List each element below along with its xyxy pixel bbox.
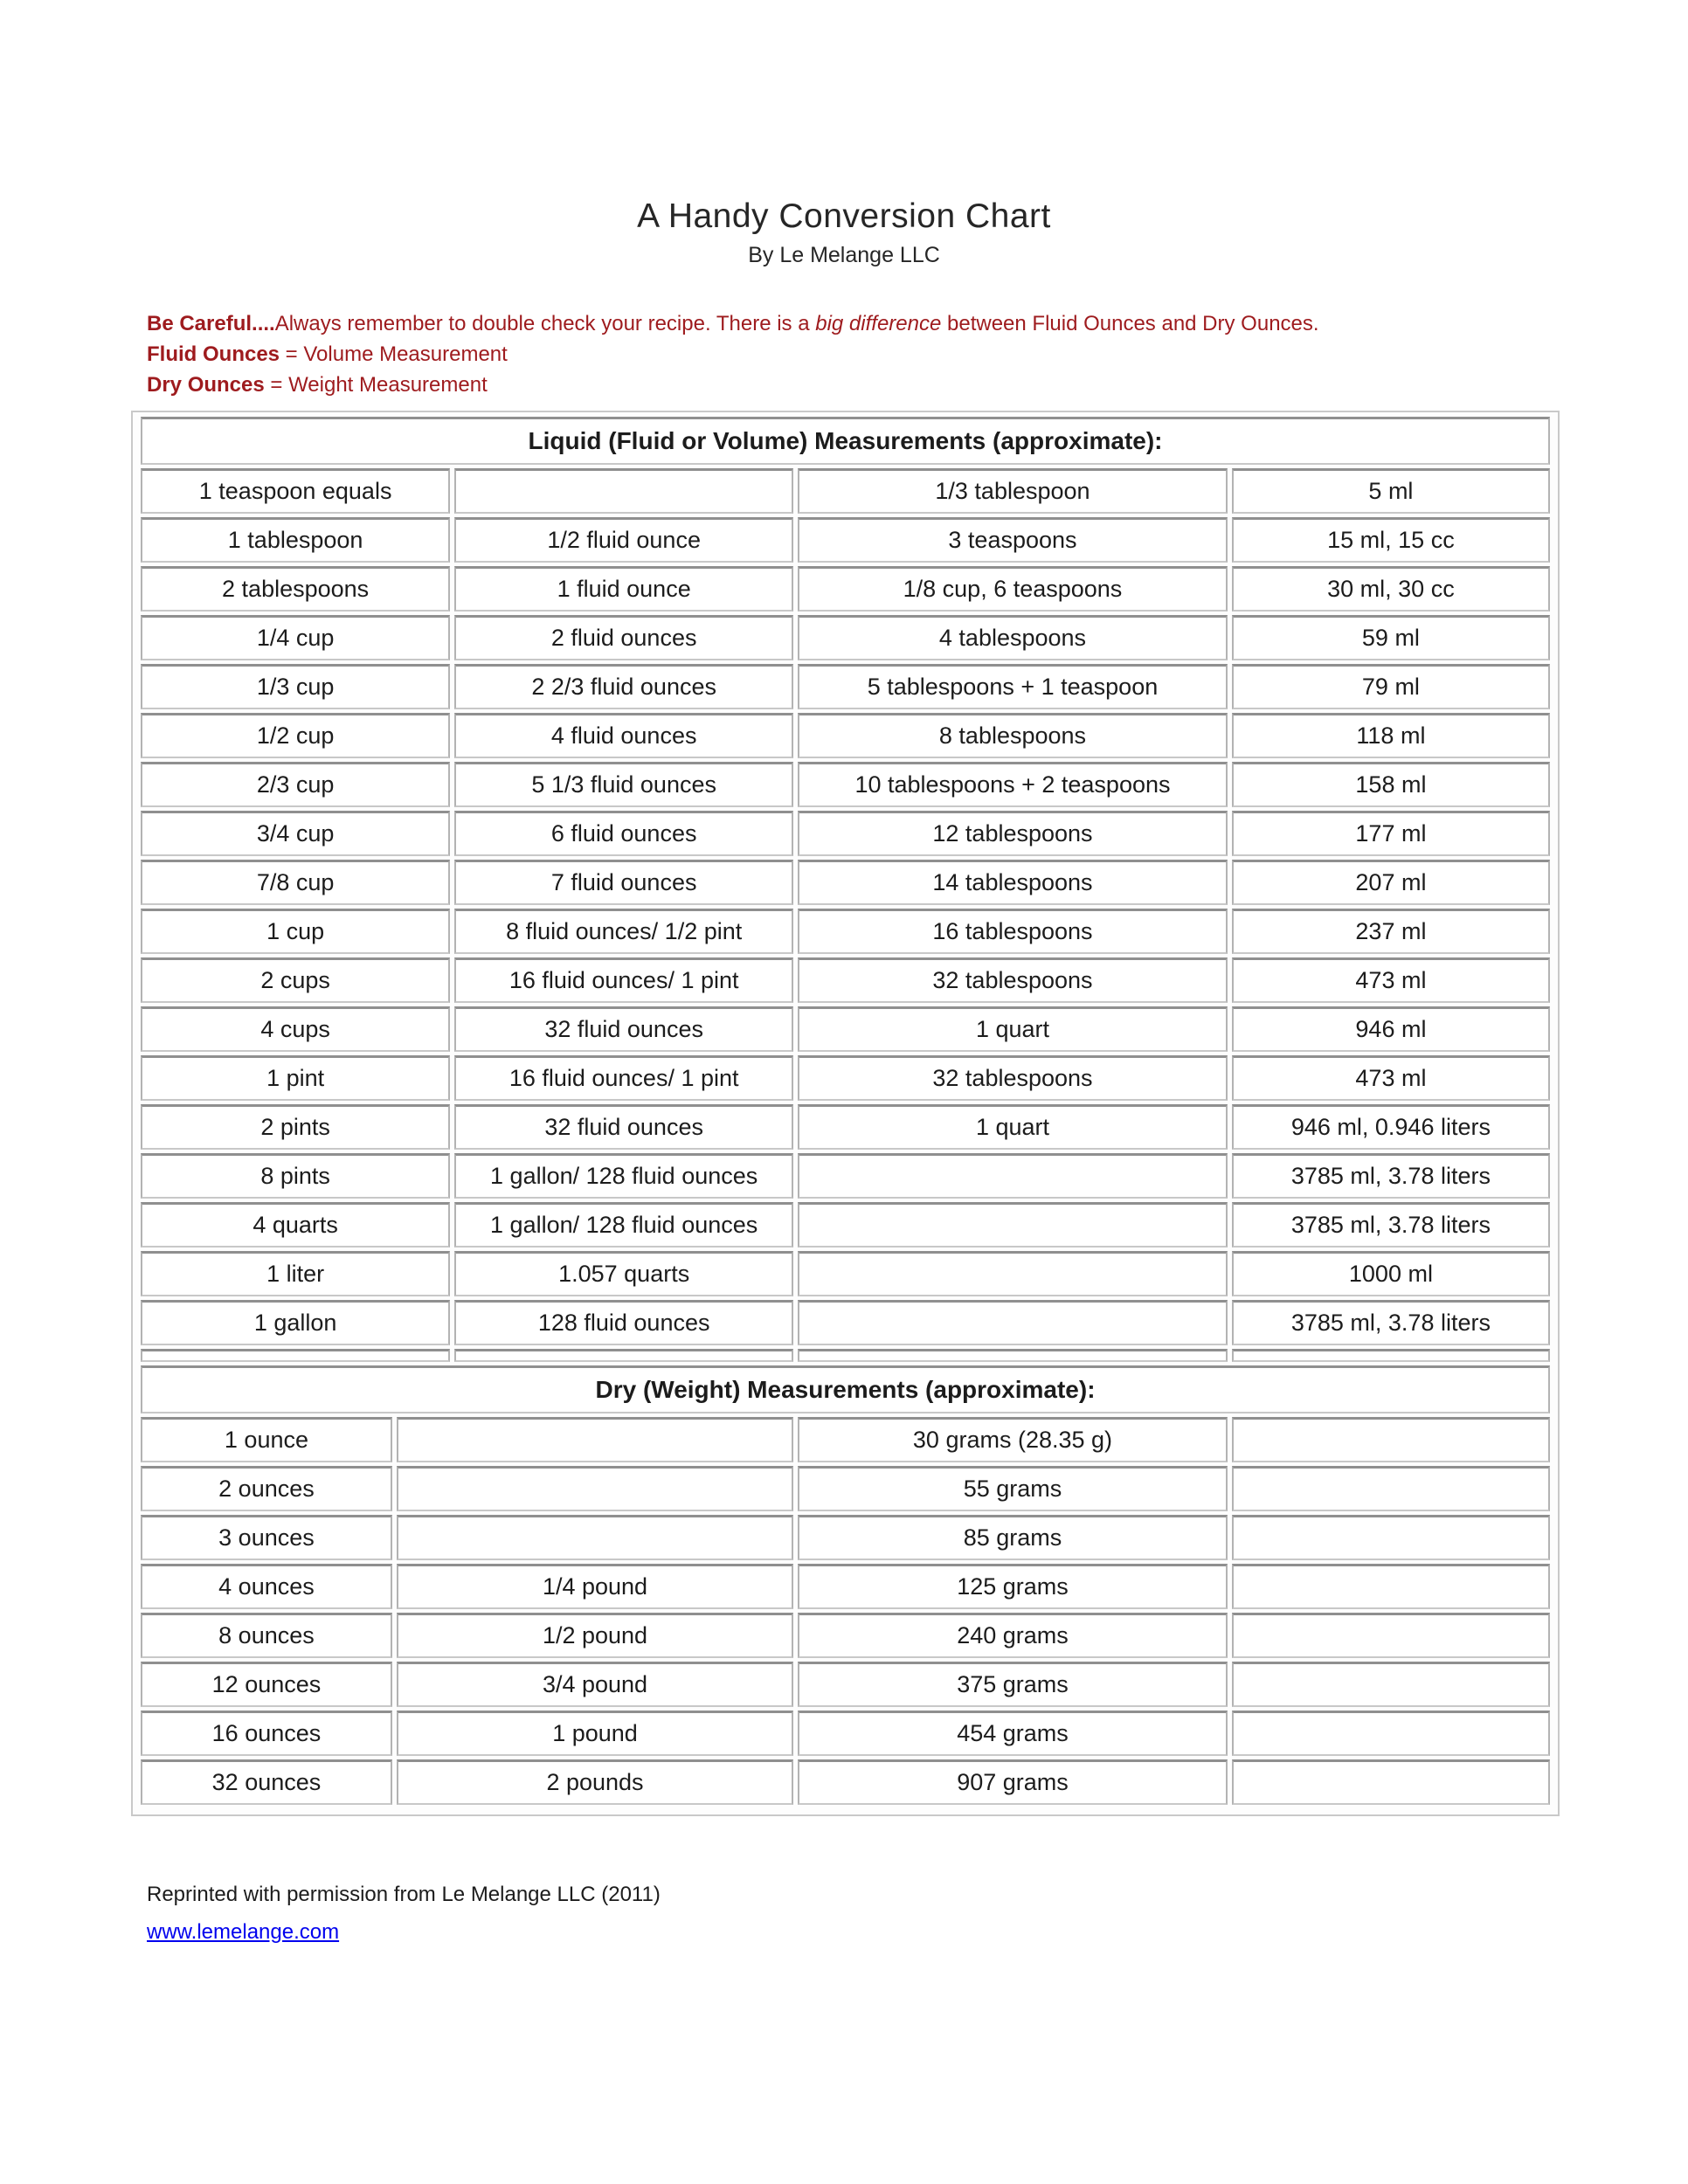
table-cell: 473 ml <box>1232 1055 1550 1101</box>
table-cell: 12 tablespoons <box>798 811 1228 856</box>
table-cell: 240 grams <box>798 1613 1228 1658</box>
table-cell: 32 tablespoons <box>798 957 1228 1003</box>
table-cell: 55 grams <box>798 1466 1228 1511</box>
table-cell: 907 grams <box>798 1759 1228 1805</box>
table-cell: 16 ounces <box>141 1711 392 1756</box>
table-cell <box>397 1417 793 1462</box>
table-cell: 5 1/3 fluid ounces <box>454 762 793 807</box>
table-cell: 8 fluid ounces/ 1/2 pint <box>454 909 793 954</box>
table-cell: 158 ml <box>1232 762 1550 807</box>
table-cell <box>1232 1564 1550 1609</box>
table-cell: 7 fluid ounces <box>454 860 793 905</box>
table-cell: 3/4 pound <box>397 1662 793 1707</box>
table-cell: 946 ml, 0.946 liters <box>1232 1104 1550 1150</box>
table-cell: 8 ounces <box>141 1613 392 1658</box>
table-cell: 1/2 cup <box>141 713 450 758</box>
table-cell: 1 quart <box>798 1104 1228 1150</box>
table-cell: 32 fluid ounces <box>454 1104 793 1150</box>
table-cell: 2 2/3 fluid ounces <box>454 664 793 709</box>
table-cell: 4 cups <box>141 1006 450 1052</box>
table-cell: 85 grams <box>798 1515 1228 1560</box>
table-cell: 125 grams <box>798 1564 1228 1609</box>
empty-spacer-cell <box>1232 1349 1550 1362</box>
table-cell: 2 pounds <box>397 1759 793 1805</box>
warning-line-3 <box>147 370 1566 400</box>
table-cell: 3 teaspoons <box>798 517 1228 563</box>
table-cell: 1 cup <box>141 909 450 954</box>
table-cell <box>798 1300 1228 1345</box>
warning-line-2-bold: Fluid Ounces <box>147 342 280 366</box>
table-cell: 1.057 quarts <box>454 1251 793 1296</box>
table-cell: 946 ml <box>1232 1006 1550 1052</box>
table-cell: 118 ml <box>1232 713 1550 758</box>
table-cell: 1 quart <box>798 1006 1228 1052</box>
table-cell: 207 ml <box>1232 860 1550 905</box>
table-cell: 32 fluid ounces <box>454 1006 793 1052</box>
table-cell: 3785 ml, 3.78 liters <box>1232 1202 1550 1248</box>
table-cell <box>1232 1662 1550 1707</box>
table-cell: 12 ounces <box>141 1662 392 1707</box>
table-cell: 375 grams <box>798 1662 1228 1707</box>
table-cell <box>798 1251 1228 1296</box>
table-cell: 1/4 pound <box>397 1564 793 1609</box>
table-cell: 1/2 pound <box>397 1613 793 1658</box>
table-cell: 8 pints <box>141 1153 450 1199</box>
table-cell: 5 tablespoons + 1 teaspoon <box>798 664 1228 709</box>
footer <box>147 1883 1688 1945</box>
table-cell <box>798 1202 1228 1248</box>
table-cell: 2 cups <box>141 957 450 1003</box>
table-cell <box>798 1153 1228 1199</box>
warning-line-1-text-b: between Fluid Ounces and Dry Ounces. <box>941 312 1319 335</box>
warning-line-3-text: = Weight Measurement <box>264 373 488 397</box>
dry-table-header: Dry (Weight) Measurements (approximate): <box>141 1365 1550 1413</box>
table-cell: 1 gallon/ 128 fluid ounces <box>454 1153 793 1199</box>
table-cell <box>397 1466 793 1511</box>
table-cell: 3/4 cup <box>141 811 450 856</box>
warning-line-1-bold: Be Careful.... <box>147 312 275 335</box>
table-cell: 1/3 tablespoon <box>798 468 1228 514</box>
warning-line-2-text: = Volume Measurement <box>280 342 508 366</box>
table-cell: 4 tablespoons <box>798 615 1228 660</box>
table-cell: 14 tablespoons <box>798 860 1228 905</box>
warning-line-1-text-a: Always remember to double check your recipe. There is a <box>274 312 816 335</box>
table-cell: 16 fluid ounces/ 1 pint <box>454 1055 793 1101</box>
table-cell: 237 ml <box>1232 909 1550 954</box>
table-cell: 1 gallon/ 128 fluid ounces <box>454 1202 793 1248</box>
table-cell: 454 grams <box>798 1711 1228 1756</box>
warning-line-1 <box>147 308 1566 339</box>
table-cell: 16 fluid ounces/ 1 pint <box>454 957 793 1003</box>
table-cell: 1 teaspoon equals <box>141 468 450 514</box>
table-cell: 8 tablespoons <box>798 713 1228 758</box>
table-cell: 473 ml <box>1232 957 1550 1003</box>
table-cell: 128 fluid ounces <box>454 1300 793 1345</box>
warning-line-2 <box>147 339 1566 370</box>
table-cell <box>1232 1466 1550 1511</box>
table-cell <box>1232 1711 1550 1756</box>
table-cell: 2/3 cup <box>141 762 450 807</box>
table-cell: 32 tablespoons <box>798 1055 1228 1101</box>
table-cell: 3785 ml, 3.78 liters <box>1232 1300 1550 1345</box>
table-cell: 2 pints <box>141 1104 450 1150</box>
table-cell: 3785 ml, 3.78 liters <box>1232 1153 1550 1199</box>
table-cell: 1 pint <box>141 1055 450 1101</box>
table-cell: 32 ounces <box>141 1759 392 1805</box>
table-cell: 1 ounce <box>141 1417 392 1462</box>
table-cell: 1 liter <box>141 1251 450 1296</box>
empty-spacer-cell <box>454 1349 793 1362</box>
liquid-measurements-table <box>141 417 1550 1362</box>
table-cell: 1 tablespoon <box>141 517 450 563</box>
table-cell: 15 ml, 15 cc <box>1232 517 1550 563</box>
dry-measurements-table <box>141 1365 1550 1805</box>
table-cell <box>454 468 793 514</box>
table-cell: 5 ml <box>1232 468 1550 514</box>
table-cell: 1 fluid ounce <box>454 566 793 612</box>
table-cell: 59 ml <box>1232 615 1550 660</box>
table-cell: 1 pound <box>397 1711 793 1756</box>
table-cell: 1/8 cup, 6 teaspoons <box>798 566 1228 612</box>
table-cell: 6 fluid ounces <box>454 811 793 856</box>
page-subtitle: By Le Melange LLC <box>748 243 940 267</box>
table-cell: 177 ml <box>1232 811 1550 856</box>
table-cell: 30 grams (28.35 g) <box>798 1417 1228 1462</box>
page-title: A Handy Conversion Chart <box>637 197 1051 235</box>
table-cell: 3 ounces <box>141 1515 392 1560</box>
table-cell: 1/2 fluid ounce <box>454 517 793 563</box>
table-cell: 79 ml <box>1232 664 1550 709</box>
table-cell: 16 tablespoons <box>798 909 1228 954</box>
table-cell: 4 ounces <box>141 1564 392 1609</box>
table-cell: 4 fluid ounces <box>454 713 793 758</box>
warning-block <box>147 308 1566 400</box>
table-cell: 2 tablespoons <box>141 566 450 612</box>
table-cell: 7/8 cup <box>141 860 450 905</box>
table-cell: 4 quarts <box>141 1202 450 1248</box>
warning-line-1-italic: big difference <box>815 312 942 335</box>
table-cell <box>397 1515 793 1560</box>
table-cell: 2 fluid ounces <box>454 615 793 660</box>
empty-spacer-cell <box>798 1349 1228 1362</box>
table-cell <box>1232 1759 1550 1805</box>
warning-line-3-bold: Dry Ounces <box>147 373 265 397</box>
table-cell: 2 ounces <box>141 1466 392 1511</box>
footer-credit: Reprinted with permission from Le Melange LLC (2011) <box>147 1883 661 1906</box>
footer-website-link[interactable]: www.lemelange.com <box>147 1920 340 1944</box>
table-cell: 1 gallon <box>141 1300 450 1345</box>
table-cell: 1000 ml <box>1232 1251 1550 1296</box>
empty-spacer-cell <box>141 1349 450 1362</box>
table-cell: 1/3 cup <box>141 664 450 709</box>
liquid-table-header: Liquid (Fluid or Volume) Measurements (approximate): <box>141 417 1550 465</box>
conversion-table <box>131 411 1560 1816</box>
table-cell: 1/4 cup <box>141 615 450 660</box>
table-cell: 30 ml, 30 cc <box>1232 566 1550 612</box>
table-cell: 10 tablespoons + 2 teaspoons <box>798 762 1228 807</box>
table-cell <box>1232 1417 1550 1462</box>
table-cell <box>1232 1515 1550 1560</box>
table-cell <box>1232 1613 1550 1658</box>
